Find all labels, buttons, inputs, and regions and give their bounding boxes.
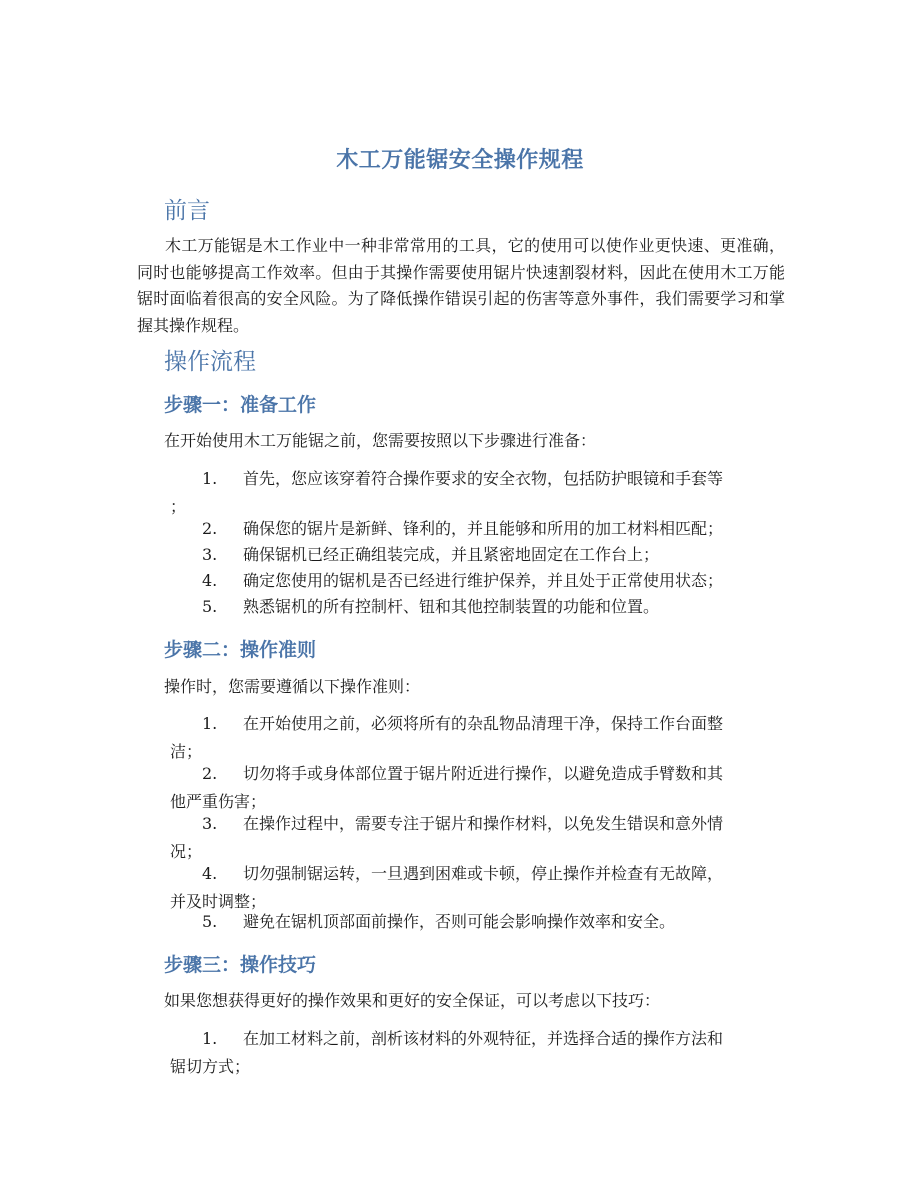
list-item-text-continued: 他严重伤害；: [170, 792, 267, 811]
list-item-text: 确保锯机已经正确组装完成，并且紧密地固定在工作台上；: [243, 545, 660, 564]
document-title: 木工万能锯安全操作规程: [336, 148, 584, 173]
list-number: 5.: [202, 912, 218, 931]
list-number: 1.: [202, 714, 218, 733]
step2-list-item: [164, 760, 786, 816]
step1-heading: 步骤一：准备工作: [164, 394, 317, 416]
list-item-text: 确定您使用的锯机是否已经进行维护保养，并且处于正常使用状态；: [243, 571, 724, 590]
step2-heading: 步骤二：操作准则: [164, 639, 317, 661]
list-item-text: 切勿强制锯运转，一旦遇到困难或卡顿，停止操作并检查有无故障，: [243, 864, 724, 883]
list-number: 2.: [202, 519, 218, 538]
list-number: 5.: [202, 597, 218, 616]
process-heading: 操作流程: [164, 349, 256, 375]
step3-intro: 如果您想获得更好的操作效果和更好的安全保证，可以考虑以下技巧：: [164, 991, 661, 1010]
list-item-text-continued: 并及时调整；: [170, 892, 267, 911]
preface-paragraph: 木工万能锯是木工作业中一种非常常用的工具，它的使用可以使作业更快速、更准确，同时也能够提高工作效率。但由于其操作需要使用锯片快速割裂材料，因此在使用木工万能锯时面临着很高的安全风险。为了降低操作错误引起的伤害等意外事件，我们需要学习和掌握其操作规程。: [137, 236, 785, 335]
step2-intro: 操作时，您需要遵循以下操作准则：: [164, 677, 421, 696]
list-item-text: 避免在锯机顶部面前操作，否则可能会影响操作效率和安全。: [243, 912, 676, 931]
list-item-text-continued: 洁；: [170, 742, 203, 761]
step1-intro: 在开始使用木工万能锯之前，您需要按照以下步骤进行准备：: [164, 431, 597, 450]
list-item-text: 在操作过程中，需要专注于锯片和操作材料，以免发生错误和意外情: [243, 814, 724, 833]
list-number: 3.: [202, 814, 218, 833]
list-number: 3.: [202, 545, 218, 564]
list-item-text: 切勿将手或身体部位置于锯片附近进行操作，以避免造成手臂数和其: [243, 764, 724, 783]
list-item-text: 熟悉锯机的所有控制杆、钮和其他控制装置的功能和位置。: [243, 597, 660, 616]
step3-list-item: [164, 1025, 786, 1081]
step2-list-item: [164, 908, 786, 936]
list-item-text: 在开始使用之前，必须将所有的杂乱物品清理干净，保持工作台面整: [243, 714, 724, 733]
step2-list-item: [164, 810, 786, 866]
step1-list-item: [164, 515, 786, 543]
list-number: 4.: [202, 864, 218, 883]
list-number: 2.: [202, 764, 218, 783]
list-item-text: 确保您的锯片是新鲜、锋利的，并且能够和所用的加工材料相匹配；: [243, 519, 724, 538]
preface-heading: 前言: [164, 198, 210, 224]
step1-list-item: [164, 567, 786, 595]
list-number: 1.: [202, 469, 218, 488]
list-number: 4.: [202, 571, 218, 590]
list-item-text-continued: ；: [170, 497, 187, 516]
step1-list-item: [164, 593, 786, 621]
step3-heading: 步骤三：操作技巧: [164, 954, 317, 976]
list-item-text-continued: 锯切方式；: [170, 1057, 251, 1076]
list-item-text: 在加工材料之前，剖析该材料的外观特征，并选择合适的操作方法和: [243, 1029, 724, 1048]
list-number: 1.: [202, 1029, 218, 1048]
list-item-text-continued: 况；: [170, 842, 203, 861]
step1-list-item: [164, 465, 786, 521]
step2-list-item: [164, 710, 786, 766]
step1-list-item: [164, 541, 786, 569]
list-item-text: 首先，您应该穿着符合操作要求的安全衣物，包括防护眼镜和手套等: [243, 469, 724, 488]
